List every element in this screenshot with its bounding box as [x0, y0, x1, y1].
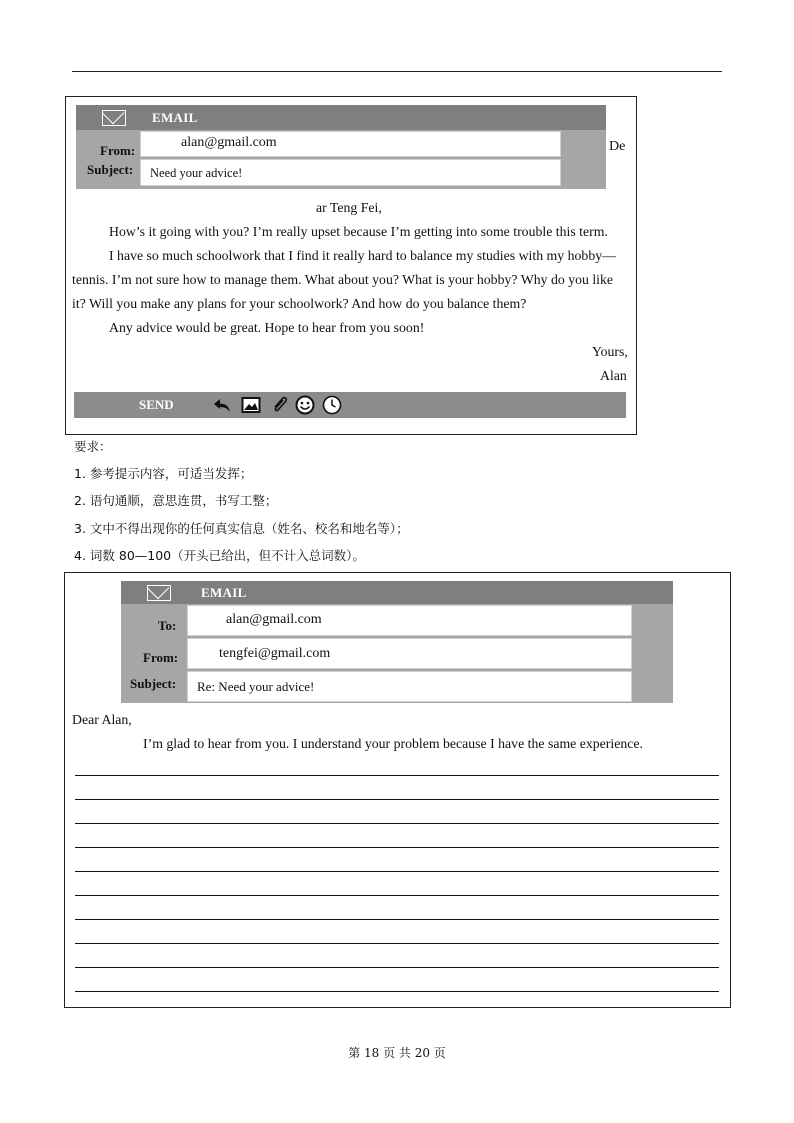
greeting-part2: ar Teng Fei, [316, 200, 382, 215]
email-side-panel [633, 604, 673, 703]
email-fields-panel [121, 604, 673, 703]
email-header-bar [121, 581, 673, 604]
clock-icon[interactable] [321, 395, 343, 417]
from-value: alan@gmail.com [181, 135, 277, 150]
answer-line[interactable] [75, 895, 719, 896]
subject-field[interactable] [140, 159, 561, 186]
email-title: EMAIL [201, 585, 247, 600]
answer-line[interactable] [75, 991, 719, 992]
envelope-icon [147, 585, 171, 601]
answer-line[interactable] [75, 847, 719, 848]
requirement-item: 2. 语句通顺，意思连贯，书写工整； [74, 493, 278, 508]
reply-greeting: Dear Alan, [72, 712, 132, 727]
subject-label: Subject: [130, 676, 177, 691]
from-label: From: [143, 650, 179, 665]
answer-line[interactable] [75, 823, 719, 824]
to-value: alan@gmail.com [226, 612, 322, 627]
from-value: tengfei@gmail.com [219, 646, 331, 661]
envelope-icon [102, 110, 126, 126]
body-line-5: Any advice would be great. Hope to hear from you soon! [109, 320, 425, 335]
closing: Yours, [592, 344, 628, 359]
subject-value: Re: Need your advice! [197, 679, 315, 694]
email-fields-panel [76, 130, 606, 189]
subject-value: Need your advice! [150, 166, 243, 180]
signature: Alan [600, 368, 627, 383]
attachment-icon[interactable] [270, 395, 290, 415]
send-button[interactable]: SEND [139, 397, 174, 412]
reply-email-box [64, 572, 731, 1008]
email-title: EMAIL [152, 110, 198, 125]
body-line-4: it? Will you make any plans for your schoolwork? And how do you balance them? [72, 296, 527, 311]
email-side-panel [562, 130, 606, 189]
incoming-email-box [65, 96, 637, 435]
from-field[interactable] [140, 131, 561, 157]
subject-label: Subject: [87, 162, 134, 177]
send-toolbar [74, 392, 626, 418]
greeting-part1: De [609, 139, 626, 154]
requirements-title: 要求： [74, 439, 112, 454]
reply-icon[interactable] [211, 395, 233, 415]
body-line-2: I have so much schoolwork that I find it really hard to balance my studies with my hobby— [109, 248, 616, 263]
header-rule [72, 71, 722, 72]
requirement-item: 3. 文中不得出现你的任何真实信息（姓名、校名和地名等）； [74, 521, 409, 536]
answer-line[interactable] [75, 919, 719, 920]
from-label: From: [100, 143, 136, 158]
answer-line[interactable] [75, 799, 719, 800]
answer-line[interactable] [75, 775, 719, 776]
answer-line[interactable] [75, 943, 719, 944]
from-field[interactable] [187, 638, 632, 669]
answer-line[interactable] [75, 871, 719, 872]
requirement-item: 1. 参考提示内容，可适当发挥； [74, 466, 253, 481]
to-label: To: [158, 618, 177, 633]
page-number: 第 18 页 共 20 页 [348, 1046, 446, 1060]
body-line-1: How’s it going with you? I’m really upset because I’m getting into some trouble this term. [109, 224, 608, 239]
requirement-item: 4. 词数 80—100（开头已给出，但不计入总词数）。 [74, 548, 365, 563]
subject-field[interactable] [187, 671, 632, 702]
emoji-icon[interactable] [294, 395, 316, 417]
to-field[interactable] [187, 605, 632, 636]
answer-line[interactable] [75, 967, 719, 968]
body-line-3: tennis. I’m not sure how to manage them. What about you? What is your hobby? Why do you like [72, 272, 614, 287]
email-header-bar [76, 105, 606, 130]
reply-opening: I’m glad to hear from you. I understand your problem because I have the same experience. [143, 736, 643, 751]
image-icon[interactable] [241, 395, 261, 415]
